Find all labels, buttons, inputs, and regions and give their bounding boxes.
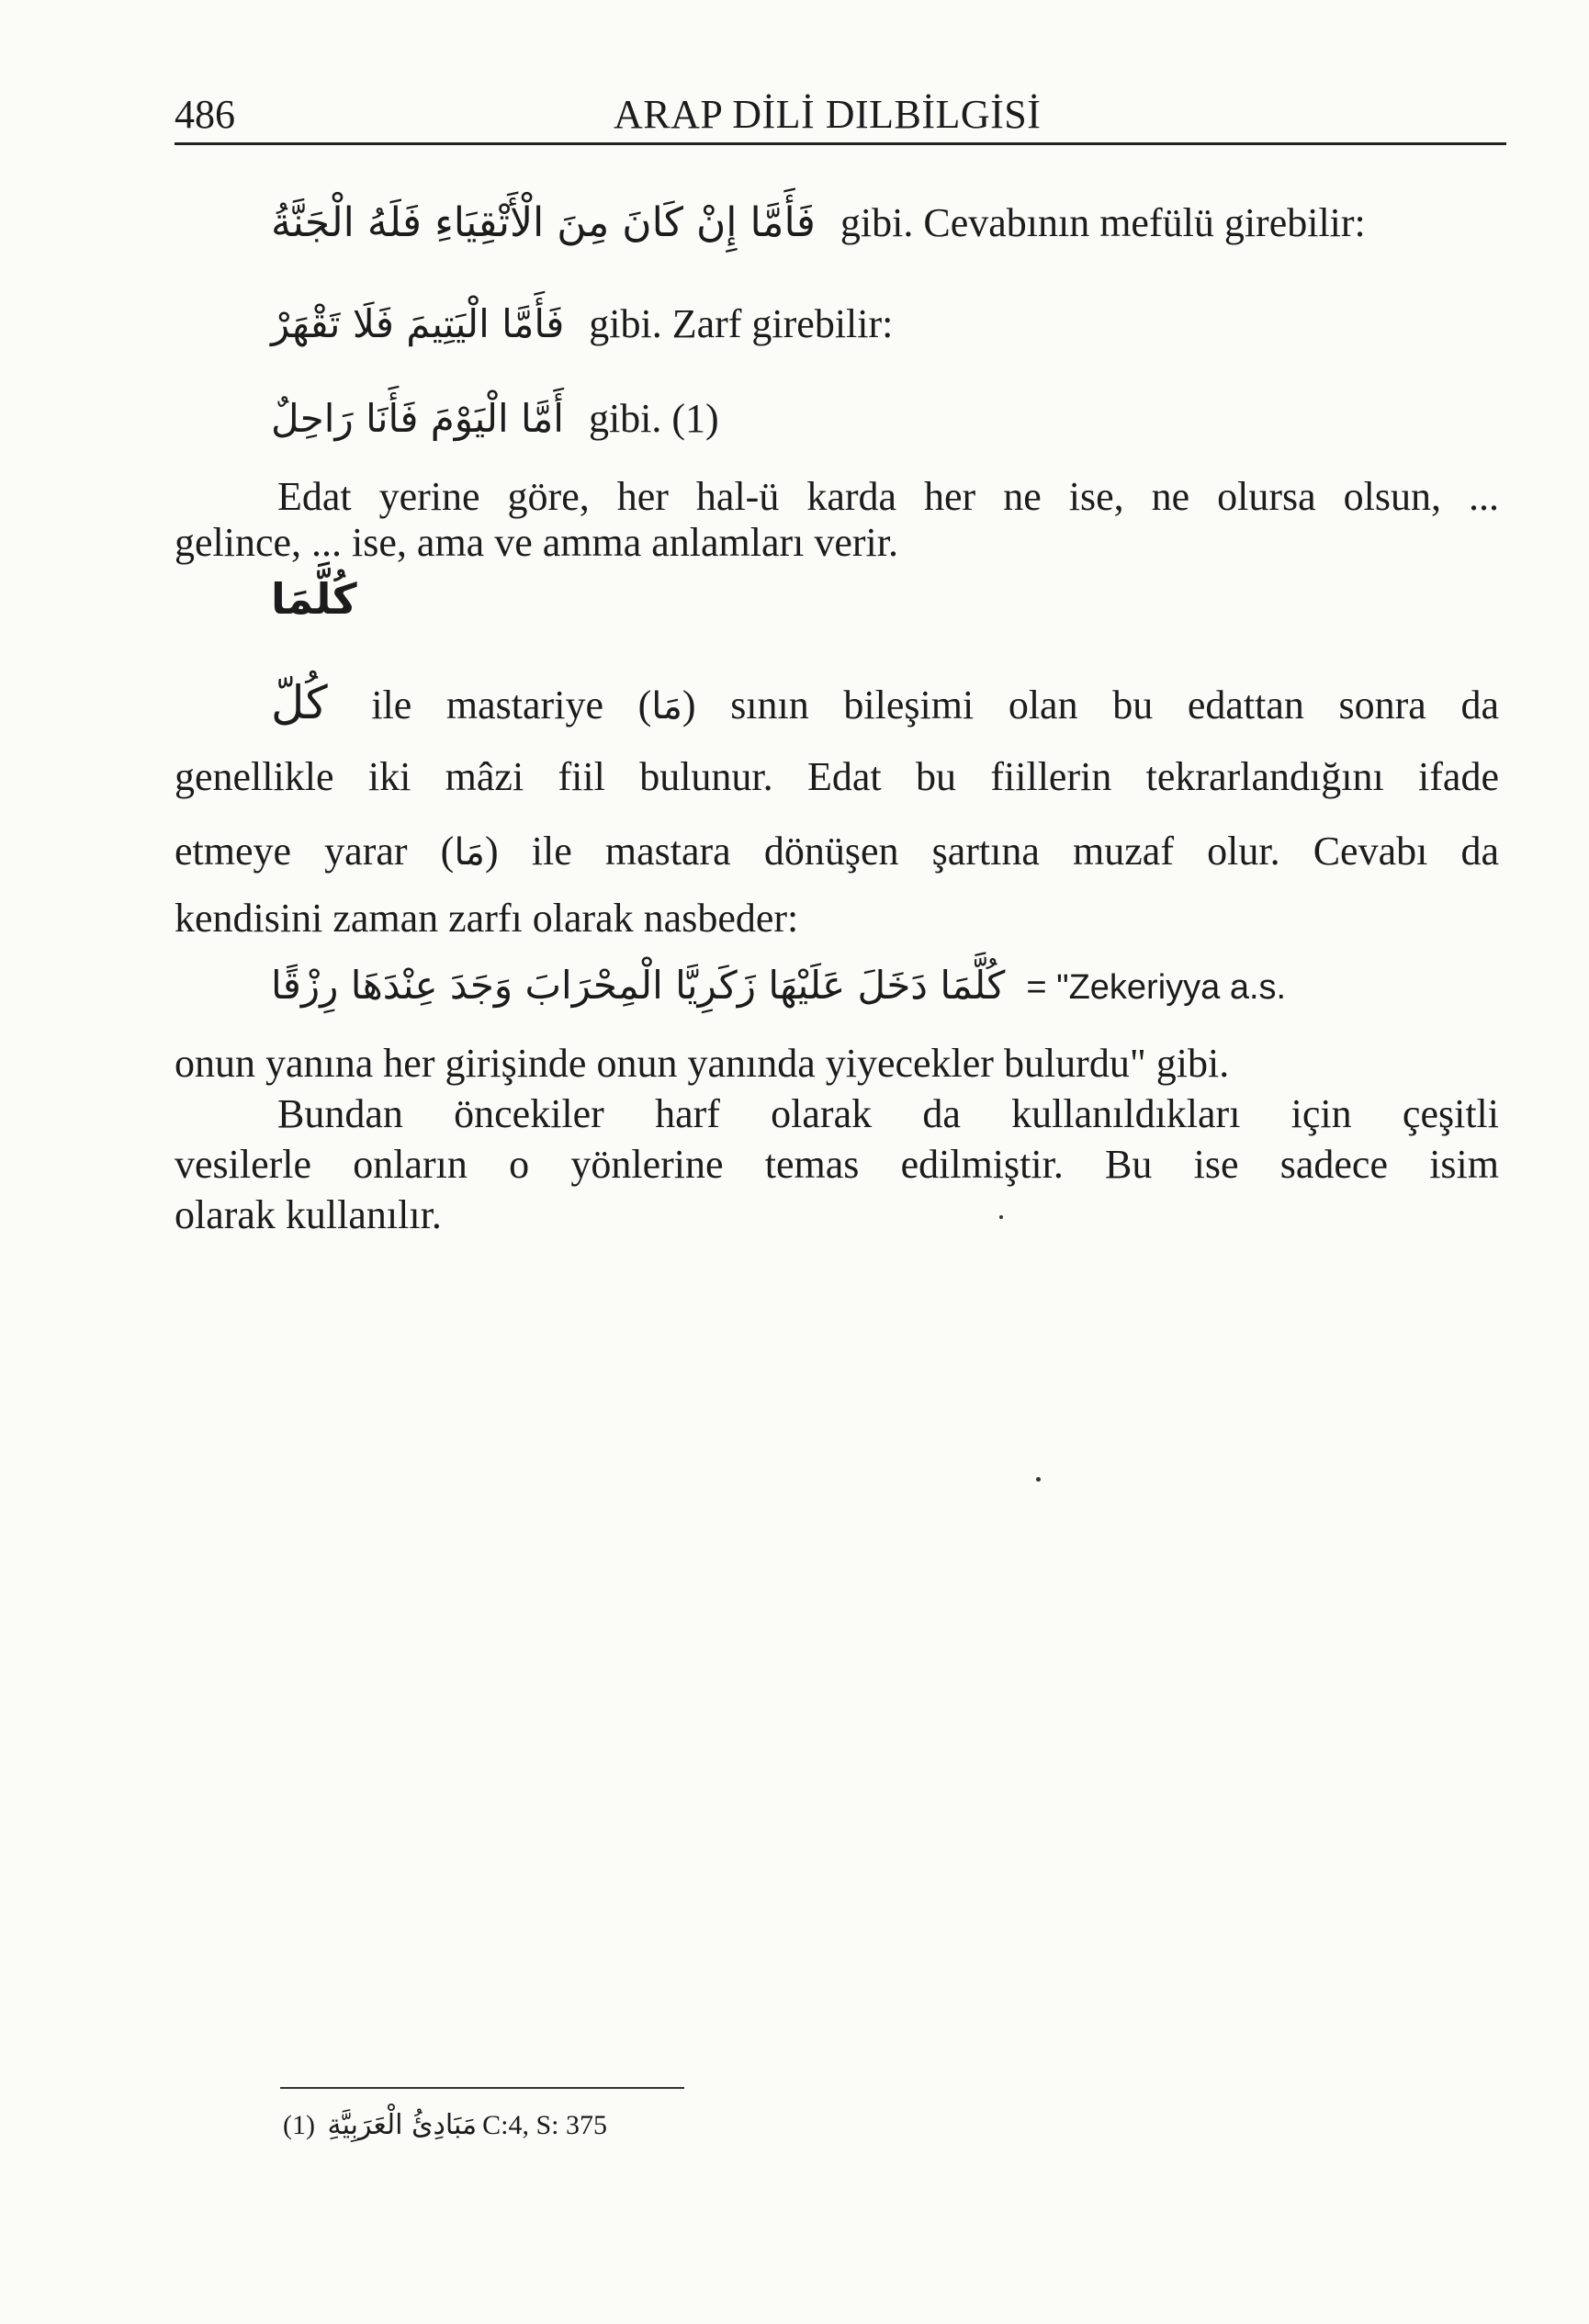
section-heading-kullama: كُلَّمَا [271,574,357,624]
scan-speck [1036,1477,1041,1482]
paragraph-2-line-4: kendisini zaman zarfı olarak nasbeder: [175,896,799,941]
paragraph-2-line-3-b: ile mastara dönüşen şartına muzaf olur. Cevabı da [531,829,1499,874]
quote-arabic: كُلَّمَا دَخَلَ عَلَيْهَا زَكَرِيَّا الْمِحْرَابَ وَجَدَ عِنْدَهَا رِزْقًا [271,963,1006,1008]
page-header [175,87,1506,145]
paragraph-3-line-1: Bundan öncekiler harf olarak da kullanıldıkları için çeşitli [277,1091,1499,1136]
example-line-1 [271,197,1456,249]
paragraph-1-line-1: Edat yerine göre, her hal-ü karda her ne ise, ne olursa olsun, ... [277,474,1499,519]
example-2-arabic: فَأَمَّا الْيَتِيمَ فَلَا تَقْهَرْ [271,301,565,346]
example-1-text: gibi. Cevabının mefülü girebilir: [840,200,1366,245]
paragraph-3-line-2: vesilerle onların o yönlerine temas edilmiştir. Bu ise sadece isim [175,1142,1499,1187]
example-line-3 [271,393,1189,445]
ma-word-1: مَا [651,685,682,728]
footnote-reference: C:4, S: 375 [482,2110,607,2140]
running-title: ARAP DİLİ DILBİLGİSİ [614,92,1042,137]
paragraph-2-line-1-a: ile mastariye [371,683,603,728]
scan-speck [999,1215,1003,1219]
example-3-text: gibi. (1) [588,396,719,441]
paragraph-1-line-2: gelince, ... ise, ama ve amma anlamları verir. [175,520,899,565]
example-2-text: gibi. Zarf girebilir: [589,301,894,346]
paragraph-2-line-1: كُلّ ile mastariye (مَا) sının bileşimi olan bu edattan sonra da [271,676,1499,729]
quote-line-2: onun yanına her girişinde onun yanında yiyecekler bulurdu" gibi. [175,1041,1230,1086]
quote-translation-start: = "Zekeriyya a.s. [1026,968,1287,1007]
kull-word: كُلّ [271,676,328,729]
ma-word-2: مَا [454,831,485,874]
paragraph-3-line-3: olarak kullanılır. [175,1192,442,1237]
footnote-divider [280,2087,684,2089]
example-3-arabic: أَمَّا الْيَوْمَ فَأَنَا رَاحِلٌ [271,396,564,441]
page-number: 486 [175,92,235,137]
footnote [283,2109,607,2141]
footnote-arabic: مَبَادِئُ الْعَرَبِيَّةِ [327,2109,478,2141]
quote-line-1 [271,960,1499,1013]
paragraph-2-line-2: genellikle iki mâzi fiil bulunur. Edat bu fiillerin tekrarlandığını ifade [175,754,1499,799]
example-1-arabic: فَأَمَّا إِنْ كَانَ مِنَ الْأَتْقِيَاءِ فَلَهُ الْجَنَّةُ [271,199,816,246]
paragraph-2-line-3-a: etmeye yarar [175,829,408,874]
footnote-marker: (1) [283,2110,315,2140]
example-line-2 [271,299,1189,350]
paragraph-2-line-1-b: sının bileşimi olan bu edattan sonra da [730,683,1499,728]
paragraph-2-line-3: etmeye yarar (مَا) ile mastara dönüşen şartına muzaf olur. Cevabı da [175,829,1499,874]
